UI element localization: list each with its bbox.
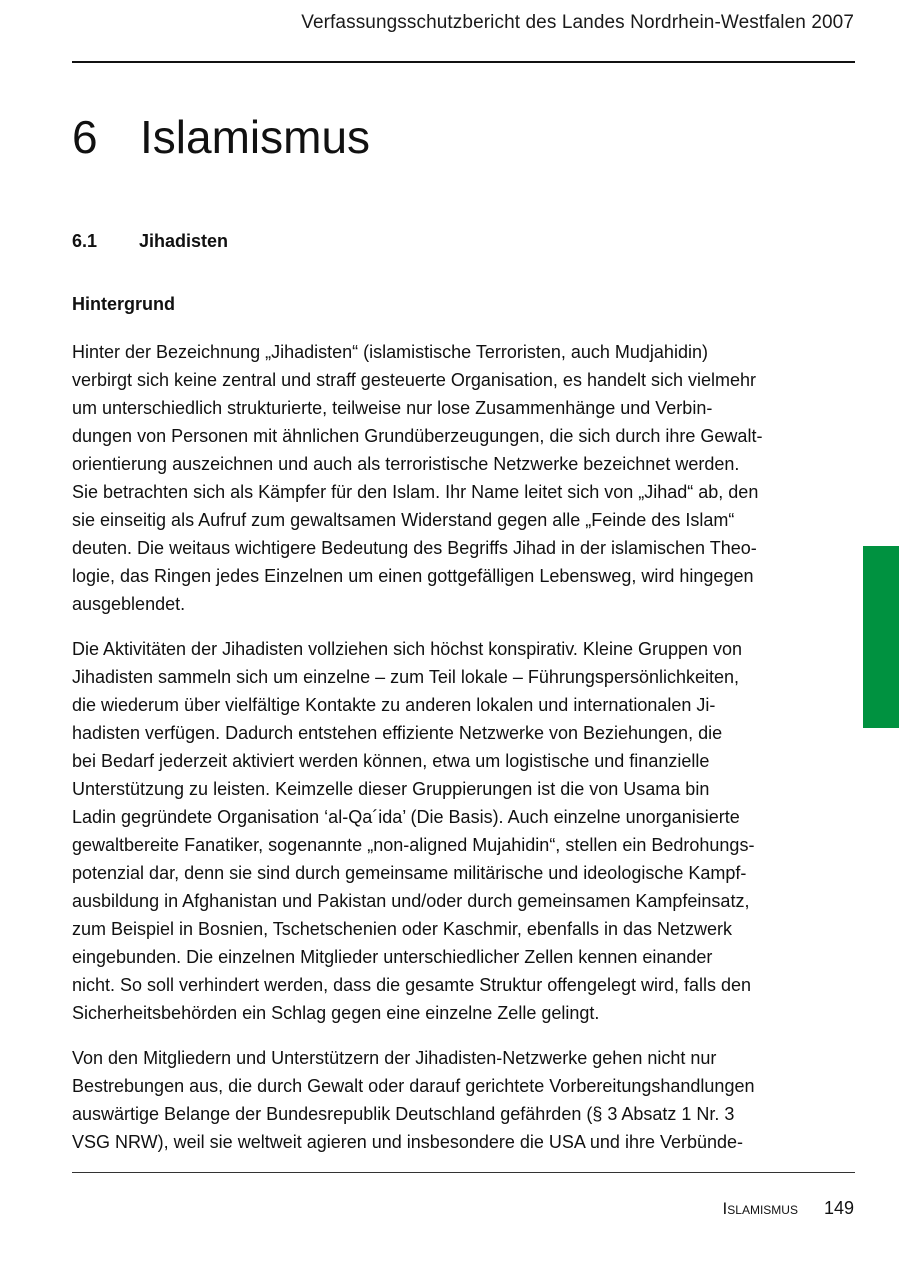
page-number: 149 [823,1198,854,1218]
text-line: ausgeblendet. [72,594,186,614]
text-line: ausbildung in Afghanistan und Pakistan und/oder durch gemeinsamen Kampfeinsatz, [72,891,750,911]
text-line: um unterschiedlich strukturierte, teilweise nur lose Zusammenhänge und Verbin- [72,398,713,418]
chapter-number: 6 [72,111,98,163]
text-line: auswärtige Belange der Bundesrepublik Deutschland gefährden (§ 3 Absatz 1 Nr. 3 [72,1104,735,1124]
text-line: zum Beispiel in Bosnien, Tschetschenien oder Kaschmir, ebenfalls in das Netzwerk [72,919,733,939]
text-line: Jihadisten sammeln sich um einzelne – zum Teil lokale – Führungspersönlichkeiten, [72,667,740,687]
text-line: die wiederum über vielfältige Kontakte zu anderen lokalen und internationalen Ji- [72,695,716,715]
page-footer [723,1197,854,1220]
text-line: deuten. Die weitaus wichtigere Bedeutung des Begriffs Jihad in der islamischen Theo- [72,538,757,558]
paragraph [72,635,822,1027]
text-line: orientierung auszeichnen und auch als terroristische Netzwerke bezeichnet werden. [72,454,740,474]
section-number: 6.1 [72,231,98,251]
body-text [72,338,822,1173]
text-line: Von den Mitgliedern und Unterstützern der Jihadisten-Netzwerke gehen nicht nur [72,1048,717,1068]
text-line: sie einseitig als Aufruf zum gewaltsamen Widerstand gegen alle „Feinde des Islam“ [72,510,735,530]
subheading: Hintergrund [72,294,175,314]
paragraph [72,1044,822,1156]
footer-section-label: Islamismus [722,1199,798,1218]
chapter-title: Islamismus [140,111,371,163]
text-line: hadisten verfügen. Dadurch entstehen effiziente Netzwerke von Beziehungen, die [72,723,723,743]
paragraph [72,338,822,618]
text-line: Hinter der Bezeichnung „Jihadisten“ (islamistische Terroristen, auch Mudjahidin) [72,342,708,362]
text-line: Ladin gegründete Organisation ‘al-Qa´ida’ (Die Basis). Auch einzelne unorganisierte [72,807,740,827]
text-line: bei Bedarf jederzeit aktiviert werden können, etwa um logistische und finanzielle [72,751,710,771]
text-line: potenzial dar, denn sie sind durch gemeinsame militärische und ideologische Kampf- [72,863,747,883]
text-line: Sicherheitsbehörden ein Schlag gegen eine einzelne Zelle gelingt. [72,1003,600,1023]
text-line: VSG NRW), weil sie weltweit agieren und insbesondere die USA und ihre Verbünde- [72,1132,744,1152]
footer-divider [72,1172,855,1173]
text-line: dungen von Personen mit ähnlichen Grundüberzeugungen, die sich durch ihre Gewalt- [72,426,763,446]
text-line: Bestrebungen aus, die durch Gewalt oder darauf gerichtete Vorbereitungshandlungen [72,1076,755,1096]
section-title: Jihadisten [139,231,229,251]
text-line: Sie betrachten sich als Kämpfer für den Islam. Ihr Name leitet sich von „Jihad“ ab, den [72,482,759,502]
text-line: Die Aktivitäten der Jihadisten vollziehen sich höchst konspirativ. Kleine Gruppen von [72,639,743,659]
text-line: verbirgt sich keine zentral und straff gesteuerte Organisation, es handelt sich vielmehr [72,370,757,390]
text-line: logie, das Ringen jedes Einzelnen um einen gottgefälligen Lebensweg, wird hingegen [72,566,754,586]
header-divider [72,61,855,63]
section-heading [72,230,228,252]
chapter-side-tab [863,546,899,728]
chapter-heading [72,110,370,164]
text-line: gewaltbereite Fanatiker, sogenannte „non-aligned Mujahidin“, stellen ein Bedrohungs- [72,835,755,855]
running-header: Verfassungsschutzbericht des Landes Nordrhein-Westfalen 2007 [301,12,854,33]
text-line: nicht. So soll verhindert werden, dass die gesamte Struktur offengelegt wird, falls den [72,975,752,995]
text-line: eingebunden. Die einzelnen Mitglieder unterschiedlicher Zellen kennen einander [72,947,713,967]
text-line: Unterstützung zu leisten. Keimzelle dieser Gruppierungen ist die von Usama bin [72,779,710,799]
